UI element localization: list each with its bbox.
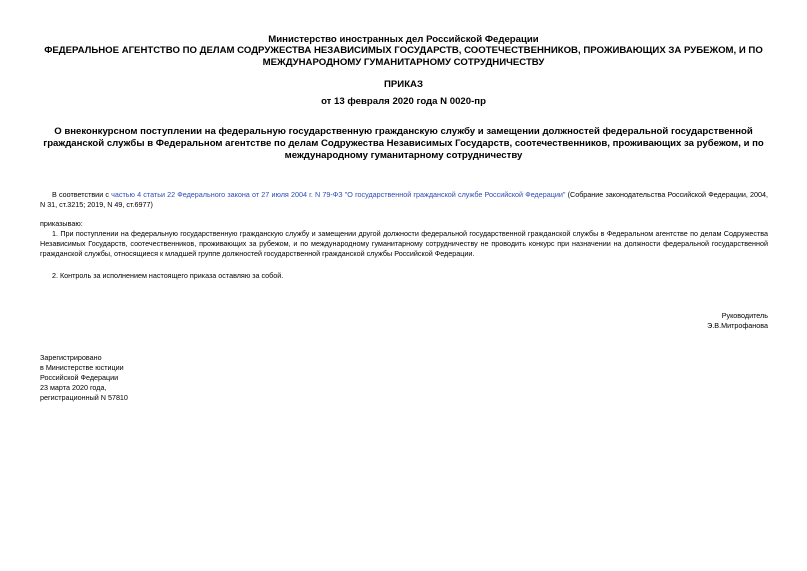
registration-line: регистрационный N 57810 — [40, 393, 128, 402]
order-date: от 13 февраля 2020 года N 0020-пр — [321, 96, 486, 107]
basis-suffix: (Собрание законодательства Российской Федерации, 2004, N 31, ст.3215; 2019, N 49, ст.6977) — [40, 190, 768, 209]
ministry-name: Министерство иностранных дел Российской Федерации — [268, 34, 539, 45]
order-item-2: 2. Контроль за исполнением настоящего приказа оставляю за собой. — [52, 271, 284, 280]
basis-paragraph — [40, 190, 768, 210]
orders-label: приказываю: — [40, 219, 83, 228]
registration-line: в Министерстве юстиции — [40, 363, 124, 372]
law-link[interactable]: частью 4 статьи 22 Федерального закона от 27 июля 2004 г. N 79-ФЗ "О государственной гражданской службе Российской Федерации" — [111, 190, 566, 199]
signature-block — [707, 311, 768, 331]
document-heading: О внеконкурсном поступлении на федеральную государственную гражданскую службу и замещении должностей федеральной государственной гражданской службы в Федеральном агентстве по делам Содружества Независимых Государств, соотечественников, проживающих за рубежом, и по международному гуманитарному сотрудничеству — [43, 126, 764, 161]
registration-line: Зарегистрировано — [40, 353, 102, 362]
order-title: ПРИКАЗ — [384, 79, 423, 90]
signer-name: Э.В.Митрофанова — [707, 321, 768, 330]
registration-line: 23 марта 2020 года, — [40, 383, 107, 392]
order-item-1: 1. При поступлении на федеральную государственную гражданскую службу и замещении другой должности федеральной государственной гражданской службы в Федеральном агентстве по делам Содружества Независимых Государств, соотечественников, проживающих за рубежом, и по международному гуманитарному сотрудничеству не проводить конкурс при назначении на должности федеральной государственной гражданской службы, относящиеся к младшей группе должностей государственной гражданской службы Российской Федерации. — [40, 229, 768, 258]
agency-name: ФЕДЕРАЛЬНОЕ АГЕНТСТВО ПО ДЕЛАМ СОДРУЖЕСТВА НЕЗАВИСИМЫХ ГОСУДАРСТВ, СООТЕЧЕСТВЕННИКОВ, ПРОЖИВАЮЩИХ ЗА РУБЕЖОМ, И ПО МЕЖДУНАРОДНОМУ ГУМАНИТАРНОМУ СОТРУДНИЧЕСТВУ — [44, 45, 763, 68]
basis-prefix: В соответствии с — [52, 190, 112, 199]
signer-role: Руководитель — [721, 311, 768, 320]
registration-block — [40, 353, 128, 403]
registration-line: Российской Федерации — [40, 373, 119, 382]
